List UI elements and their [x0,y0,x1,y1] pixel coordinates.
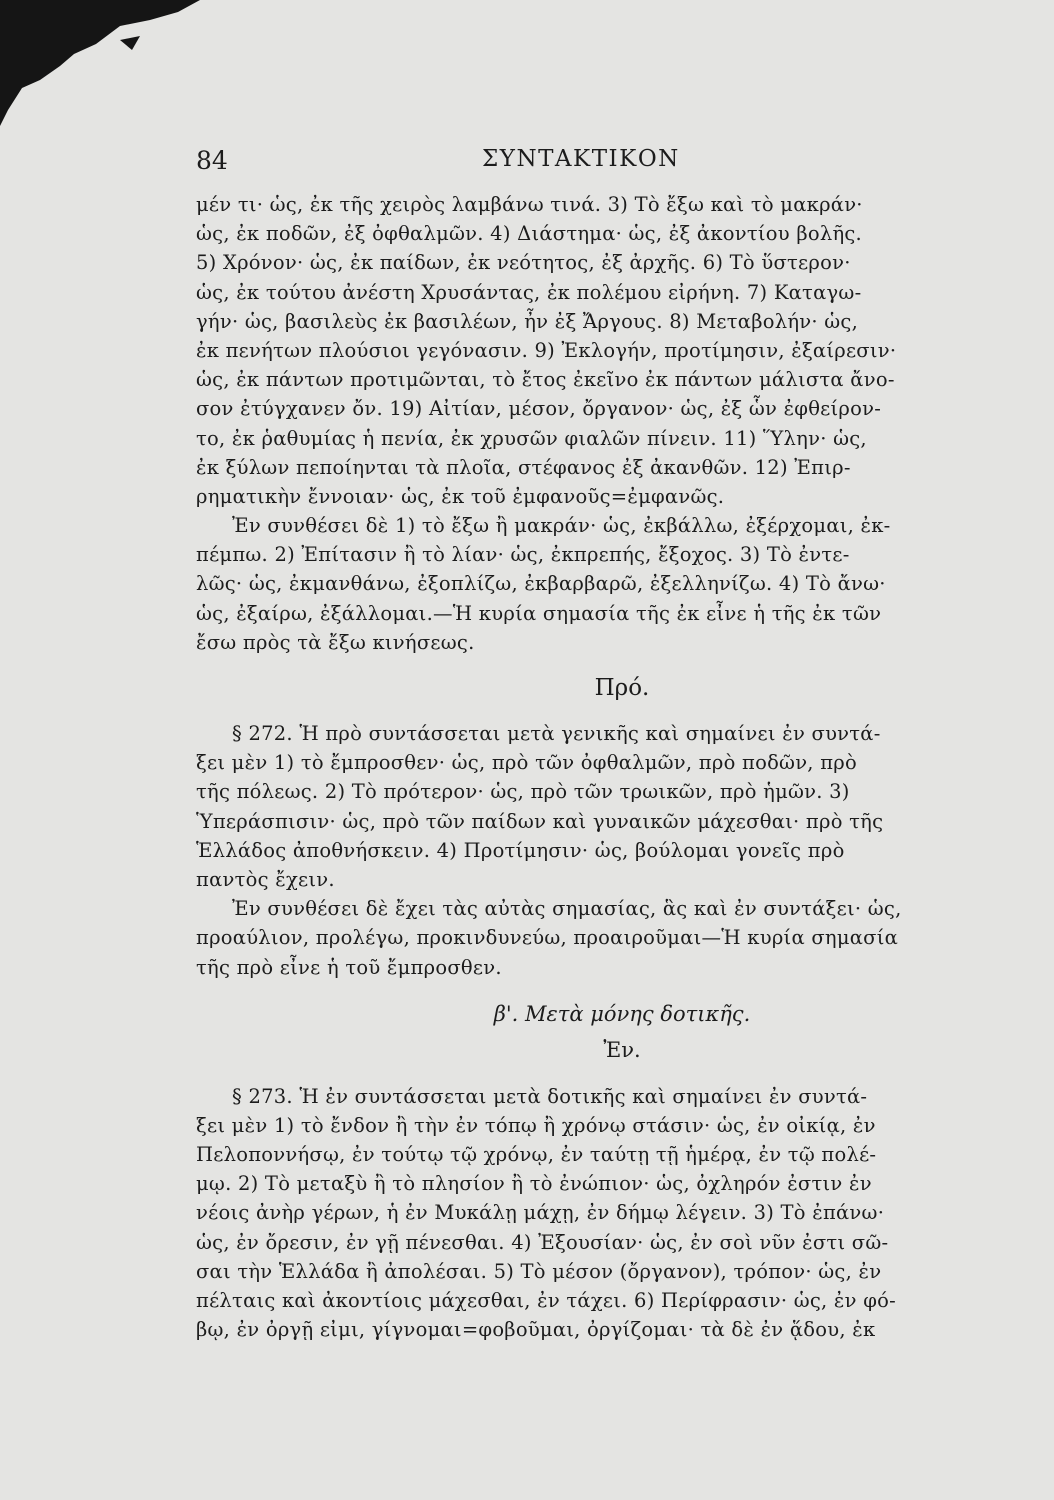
text-line: ρηματικὴν ἔννοιαν· ὡς, ἐκ τοῦ ἐμφανοῦς=ἐμφανῶς. [196,484,725,508]
section-pro [196,719,1048,982]
text-line: γήν· ὡς, βασιλεὺς ἐκ βασιλέων, ἦν ἐξ Ἄργους. 8) Μεταβολήν· ὡς, [196,309,859,333]
section-heading-dative: β'. Μετὰ μόνης δοτικῆς. [493,1001,751,1026]
text-line: ὡς, ἐκ τούτου ἀνέστη Χρυσάντας, ἐκ πολέμου εἰρήνη. 7) Καταγω- [196,280,862,304]
text-line: πέμπω. 2) Ἐπίτασιν ἢ τὸ λίαν· ὡς, ἐκπρεπής, ἔξοχος. 3) Τὸ ἐντε- [196,543,850,567]
text-line: Ἐν συνθέσει δὲ 1) τὸ ἔξω ἢ μακράν· ὡς, ἐκβάλλω, ἐξέρχομαι, ἐκ- [232,514,891,538]
running-title: ΣΥΝΤΑΚΤΙΚΟΝ [482,146,680,172]
text-line: νέοις ἀνὴρ γέρων, ἡ ἐν Μυκάλῃ μάχῃ, ἐν δήμῳ λέγειν. 3) Τὸ ἐπάνω· [196,1201,885,1225]
text-line: ὡς, ἐκ πάντων προτιμῶνται, τὸ ἔτος ἐκεῖνο ἐκ πάντων μάλιστα ἄνο- [196,368,895,392]
section-heading-pro: Πρό. [594,675,650,701]
text-line: ἐκ πενήτων πλούσιοι γεγόνασιν. 9) Ἐκλογήν, προτίμησιν, ἐξαίρεσιν· [196,338,897,362]
text-line: 5) Χρόνον· ὡς, ἐκ παίδων, ἐκ νεότητος, ἐξ ἀρχῆς. 6) Τὸ ὕστερον· [196,251,851,275]
text-line: Ἑλλάδος ἀποθνήσκειν. 4) Προτίμησιν· ὡς, βούλομαι γονεῖς πρὸ [196,838,845,862]
text-line: προαύλιον, προλέγω, προκινδυνεύω, προαιροῦμαι—Ἡ κυρία σημασία [196,926,899,950]
text-line: τῆς πρὸ εἶνε ἡ τοῦ ἔμπροσθεν. [196,955,502,979]
section-en [196,1082,1048,1345]
text-line: ὡς, ἐκ ποδῶν, ἐξ ὀφθαλμῶν. 4) Διάστημα· ὡς, ἐξ ἀκοντίου βολῆς. [196,222,863,246]
text-line: § 273. Ἡ ἐν συντάσσεται μετὰ δοτικῆς καὶ σημαίνει ἐν συντά- [232,1084,868,1108]
torn-corner [0,0,220,130]
text-line: μέν τι· ὡς, ἐκ τῆς χειρὸς λαμβάνω τινά. 3) Τὸ ἔξω καὶ τὸ μακράν· [196,193,863,216]
text-line: Ἐν συνθέσει δὲ ἔχει τὰς αὐτὰς σημασίας, ἃς καὶ ἐν συντάξει· ὡς, [232,897,902,921]
section-ek-continued [196,190,1048,657]
page-body [196,190,1048,1344]
text-line: ὡς, ἐν ὄρεσιν, ἐν γῇ πένεσθαι. 4) Ἐξουσίαν· ὡς, ἐν σοὶ νῦν ἐστι σῶ- [196,1230,889,1254]
text-line: σαι τὴν Ἑλλάδα ἢ ἀπολέσαι. 5) Τὸ μέσον (ὄργανον), τρόπον· ὡς, ἐν [196,1259,882,1283]
text-line: βῳ, ἐν ὀργῇ εἰμι, γίγνομαι=φοβοῦμαι, ὀργίζομαι· τὰ δὲ ἐν ᾅδου, ἐκ [196,1318,876,1342]
text-line: Πελοποννήσῳ, ἐν τούτῳ τῷ χρόνῳ, ἐν ταύτῃ τῇ ἡμέρᾳ, ἐν τῷ πολέ- [196,1143,877,1167]
page-header [196,146,1036,186]
text-line: τῆς πόλεως. 2) Τὸ πρότερον· ὡς, πρὸ τῶν τρωικῶν, πρὸ ἡμῶν. 3) [196,780,850,804]
text-line: ὡς, ἐξαίρω, ἐξάλλομαι.—Ἡ κυρία σημασία τῆς ἐκ εἶνε ἡ τῆς ἐκ τῶν [196,601,882,625]
page-number: 84 [196,146,228,175]
text-line: λῶς· ὡς, ἐκμανθάνω, ἐξοπλίζω, ἐκβαρβαρῶ, ἐξελληνίζω. 4) Τὸ ἄνω· [196,572,886,596]
text-line: το, ἐκ ῥαθυμίας ἡ πενία, ἐκ χρυσῶν φιαλῶν πίνειν. 11) Ὕλην· ὡς, [196,426,867,450]
section-heading-en: Ἐν. [603,1037,641,1062]
text-line: ἐκ ξύλων πεποίηνται τὰ πλοῖα, στέφανος ἐξ ἀκανθῶν. 12) Ἐπιρ- [196,455,851,479]
text-line: ξει μὲν 1) τὸ ἔνδον ἢ τὴν ἐν τόπῳ ἢ χρόνῳ στάσιν· ὡς, ἐν οἰκίᾳ, ἐν [196,1113,876,1137]
text-line: πέλταις καὶ ἀκοντίοις μάχεσθαι, ἐν τάχει. 6) Περίφρασιν· ὡς, ἐν φό- [196,1289,896,1312]
text-line: ἔσω πρὸς τὰ ἔξω κινήσεως. [196,630,475,654]
text-line: μῳ. 2) Τὸ μεταξὺ ἢ τὸ πλησίον ἢ τὸ ἐνώπιον· ὡς, ὀχληρόν ἐστιν ἐν [196,1172,872,1196]
text-line: παντὸς ἔχειν. [196,867,335,891]
text-line: σον ἐτύγχανεν ὄν. 19) Αἰτίαν, μέσον, ὄργανον· ὡς, ἐξ ὧν ἐφθείρον- [196,397,882,421]
text-line: Ὑπεράσπισιν· ὡς, πρὸ τῶν παίδων καὶ γυναικῶν μάχεσθαι· πρὸ τῆς [196,809,884,833]
text-line: ξει μὲν 1) τὸ ἔμπροσθεν· ὡς, πρὸ τῶν ὀφθαλμῶν, πρὸ ποδῶν, πρὸ [196,751,857,775]
text-line: § 272. Ἡ πρὸ συντάσσεται μετὰ γενικῆς καὶ σημαίνει ἐν συντά- [232,722,881,745]
